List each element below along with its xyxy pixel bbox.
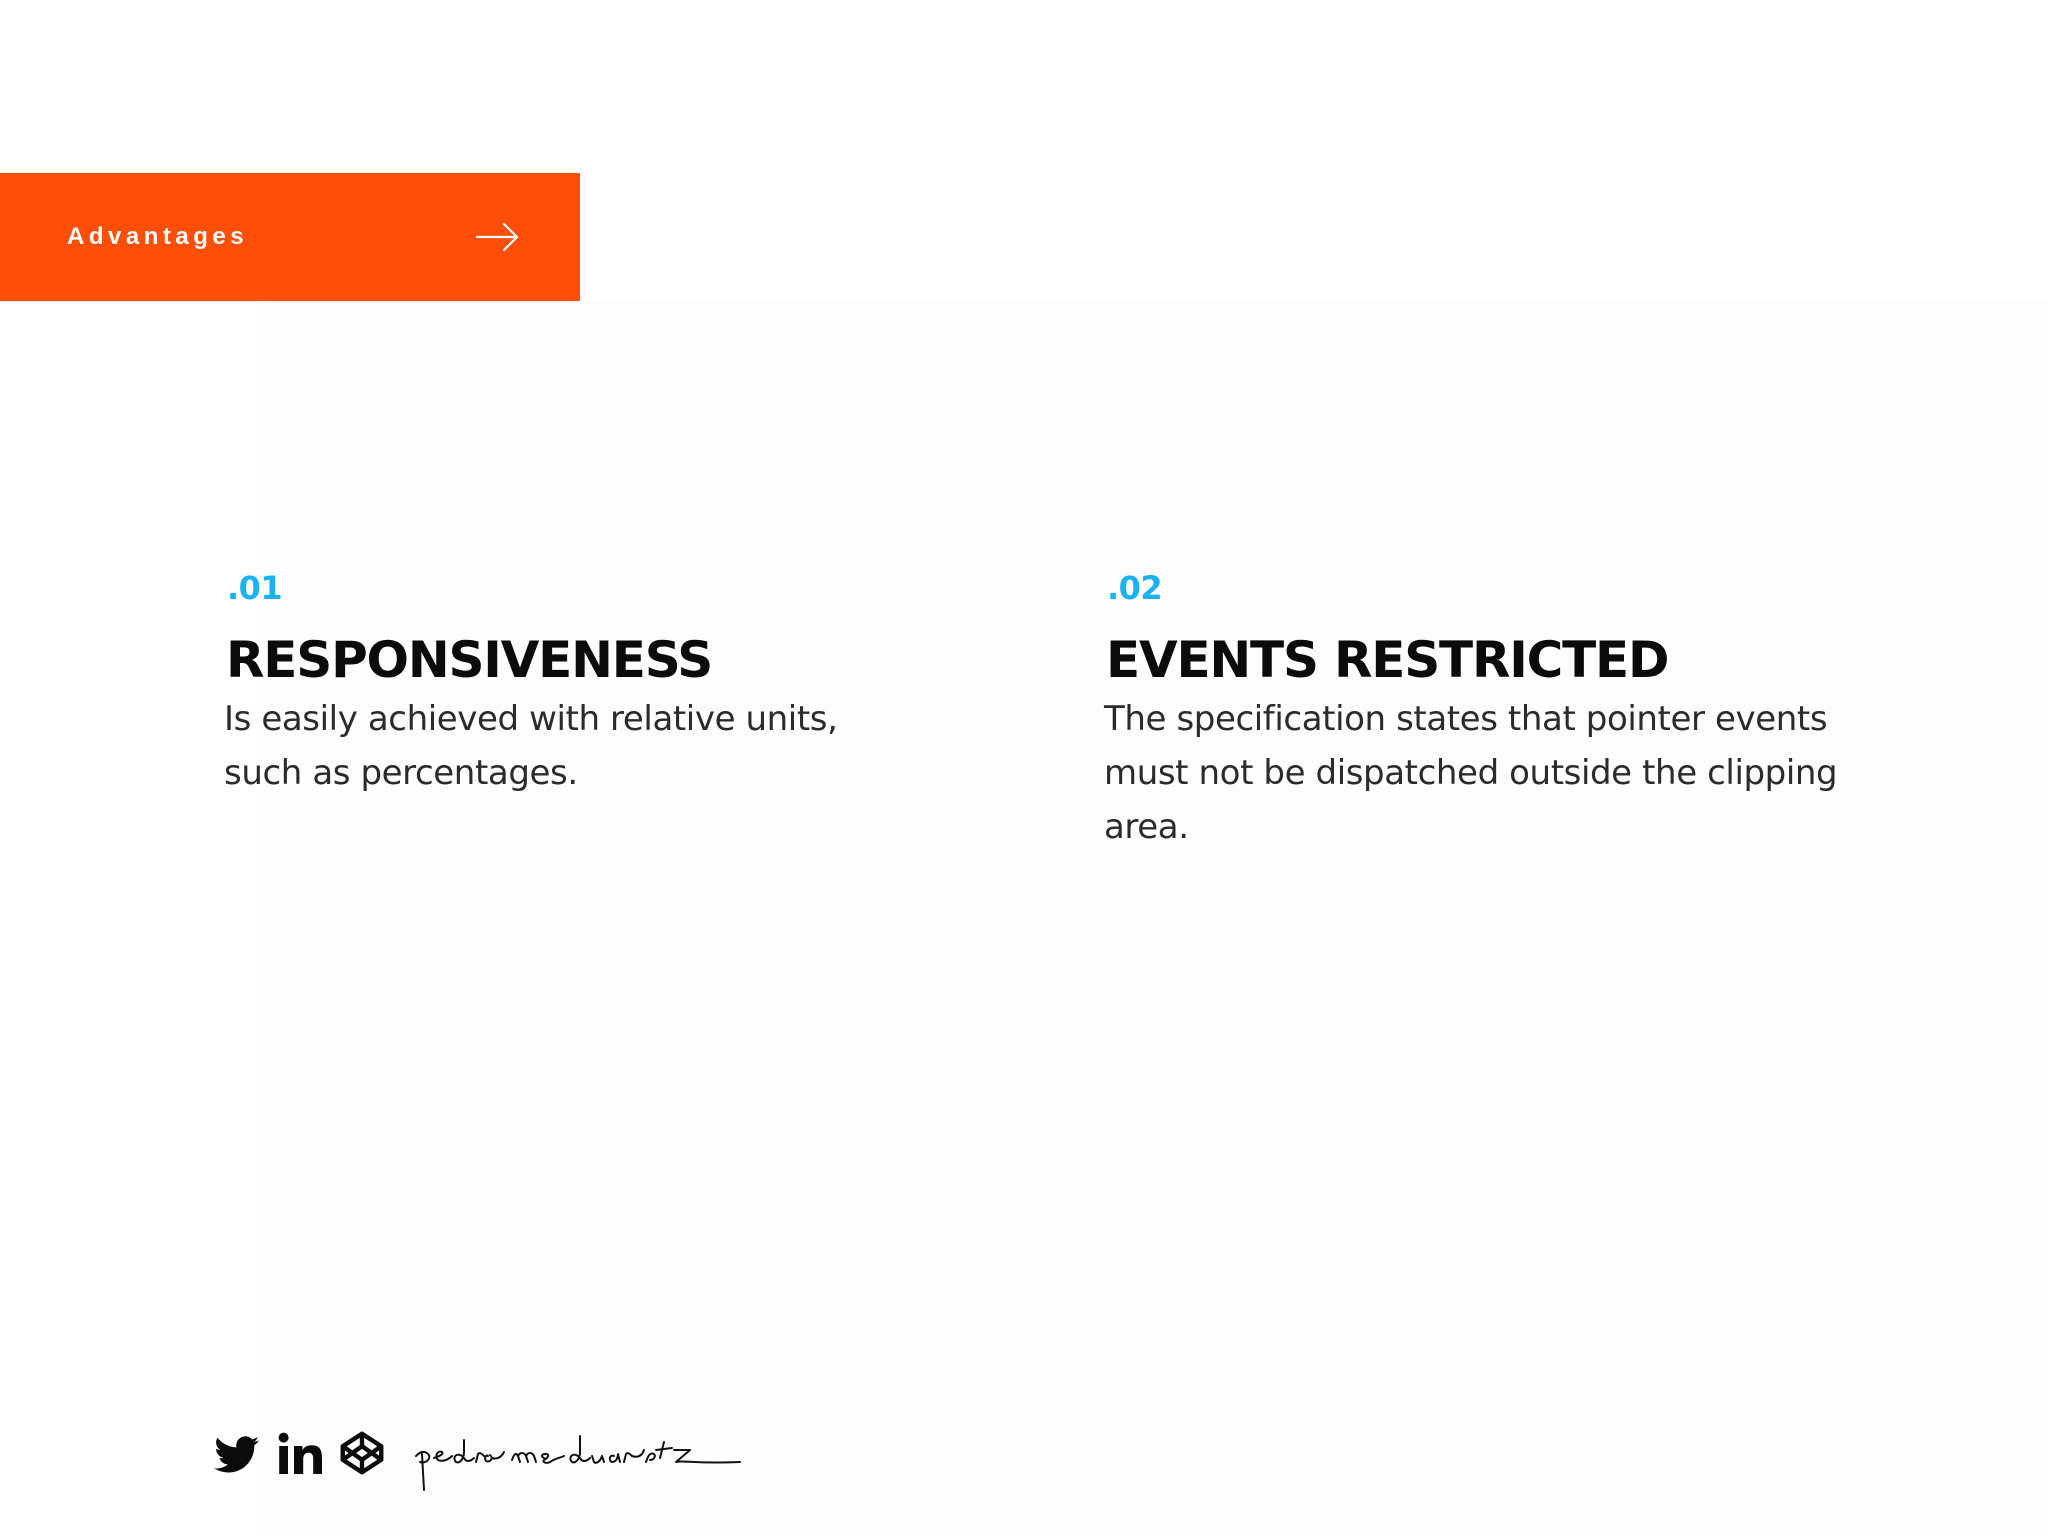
feature-title: RESPONSIVENESS [226, 631, 713, 689]
section-banner[interactable] [0, 173, 580, 301]
linkedin-icon[interactable] [278, 1432, 322, 1474]
twitter-icon[interactable] [214, 1436, 260, 1474]
feature-number: .02 [1107, 569, 1163, 607]
arrow-right-icon[interactable] [476, 222, 520, 252]
codepen-icon[interactable] [340, 1431, 384, 1475]
feature-events-restricted [1104, 566, 1864, 854]
banner-label: Advantages [67, 223, 249, 250]
feature-text: The specification states that pointer events must not be dispatched outside the clipping area. [1104, 699, 1838, 847]
feature-number: .01 [227, 569, 283, 607]
content-background [260, 300, 2048, 1536]
feature-title: EVENTS RESTRICTED [1106, 631, 1669, 689]
signature-logo [410, 1428, 810, 1492]
feature-text: Is easily achieved with relative units, such as percentages. [224, 699, 838, 793]
footer [214, 1428, 814, 1492]
feature-responsiveness [224, 566, 944, 800]
